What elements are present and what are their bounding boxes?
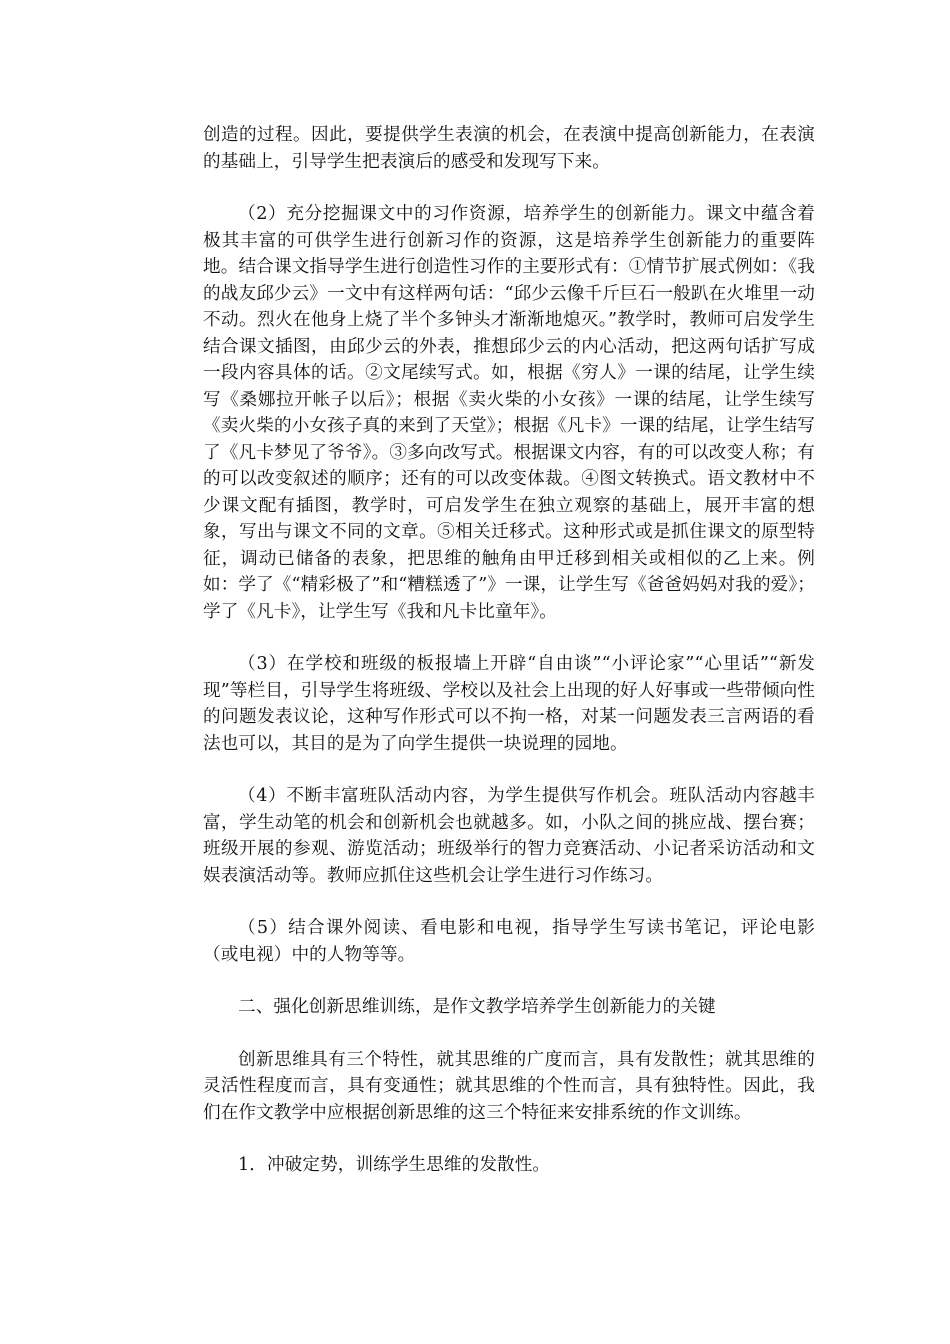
- paragraph-innovative-thinking: 创新思维具有三个特性，就其思维的广度而言，具有发散性；就其思维的灵活性程度而言，具有变通性；就其思维的个性而言，具有独特性。因此，我们在作文教学中应根据创新思维的这三个特征来安排系统的作文训练。: [203, 1049, 815, 1123]
- section-heading: 二、强化创新思维训练，是作文教学培养学生创新能力的关键: [238, 997, 716, 1017]
- paragraph-item-3: （3）在学校和班级的板报墙上开辟“自由谈”“小评论家”“心里话”“新发现”等栏目，引导学生将班级、学校以及社会上出现的好人好事或一些带倾向性的问题发表议论，这种写作形式可以不拘一格，对某一问题发表三言两语的看法也可以，其目的是为了向学生提供一块说理的园地。: [203, 654, 815, 754]
- paragraph-item-2: （2）充分挖掘课文中的习作资源，培养学生的创新能力。课文中蕴含着极其丰富的可供学生进行创新习作的资源，这是培养学生创新能力的重要阵地。结合课文指导学生进行创造性习作的主要形式有：①情节扩展式例如：《我的战友邱少云》一文中有这样两句话：“邱少云像千斤巨石一般趴在火堆里一动不动。烈火在他身上烧了半个多钟头才渐渐地熄灭。”教学时，教师可启发学生结合课文插图，由邱少云的外表，推想邱少云的内心活动，把这两句话扩写成一段内容具体的话。②文尾续写式。如，根据《穷人》一课的结尾，让学生续写《桑娜拉开帐子以后》；根据《卖火柴的小女孩》一课的结尾，让学生续写《卖火柴的小女孩子真的来到了天堂》；根据《凡卡》一课的结尾，让学生结写了《凡卡梦见了爷爷》。③多向改写式。根据课文内容，有的可以改变人称；有的可以改变叙述的顺序；还有的可以改变体裁。④图文转换式。语文教材中不少课文配有插图，教学时，可启发学生在独立观察的基础上，展开丰富的想象，写出与课文不同的文章。⑤相关迁移式。这种形式或是抓住课文的原型特征，调动已储备的表象，把思维的触角由甲迁移到相关或相似的乙上来。例如：学了《“精彩极了”和“糟糕透了”》一课，让学生写《爸爸妈妈对我的爱》；学了《凡卡》，让学生写《我和凡卡比童年》。: [203, 204, 815, 622]
- subheading-item-1: 1．冲破定势，训练学生思维的发散性。: [238, 1155, 551, 1175]
- paragraph-item-4: （4）不断丰富班队活动内容，为学生提供写作机会。班队活动内容越丰富，学生动笔的机会和创新机会也就越多。如，小队之间的挑应战、摆台赛；班级开展的参观、游览活动；班级举行的智力竞赛活动、小记者采访活动和文娱表演活动等。教师应抓住这些机会让学生进行习作练习。: [203, 786, 815, 886]
- document-body: [203, 122, 815, 1179]
- paragraph-continuation: 创造的过程。因此，要提供学生表演的机会，在表演中提高创新能力，在表演的基础上，引导学生把表演后的感受和发现写下来。: [203, 125, 815, 172]
- paragraph-item-5: （5）结合课外阅读、看电影和电视，指导学生写读书笔记，评论电影（或电视）中的人物等等。: [203, 918, 815, 965]
